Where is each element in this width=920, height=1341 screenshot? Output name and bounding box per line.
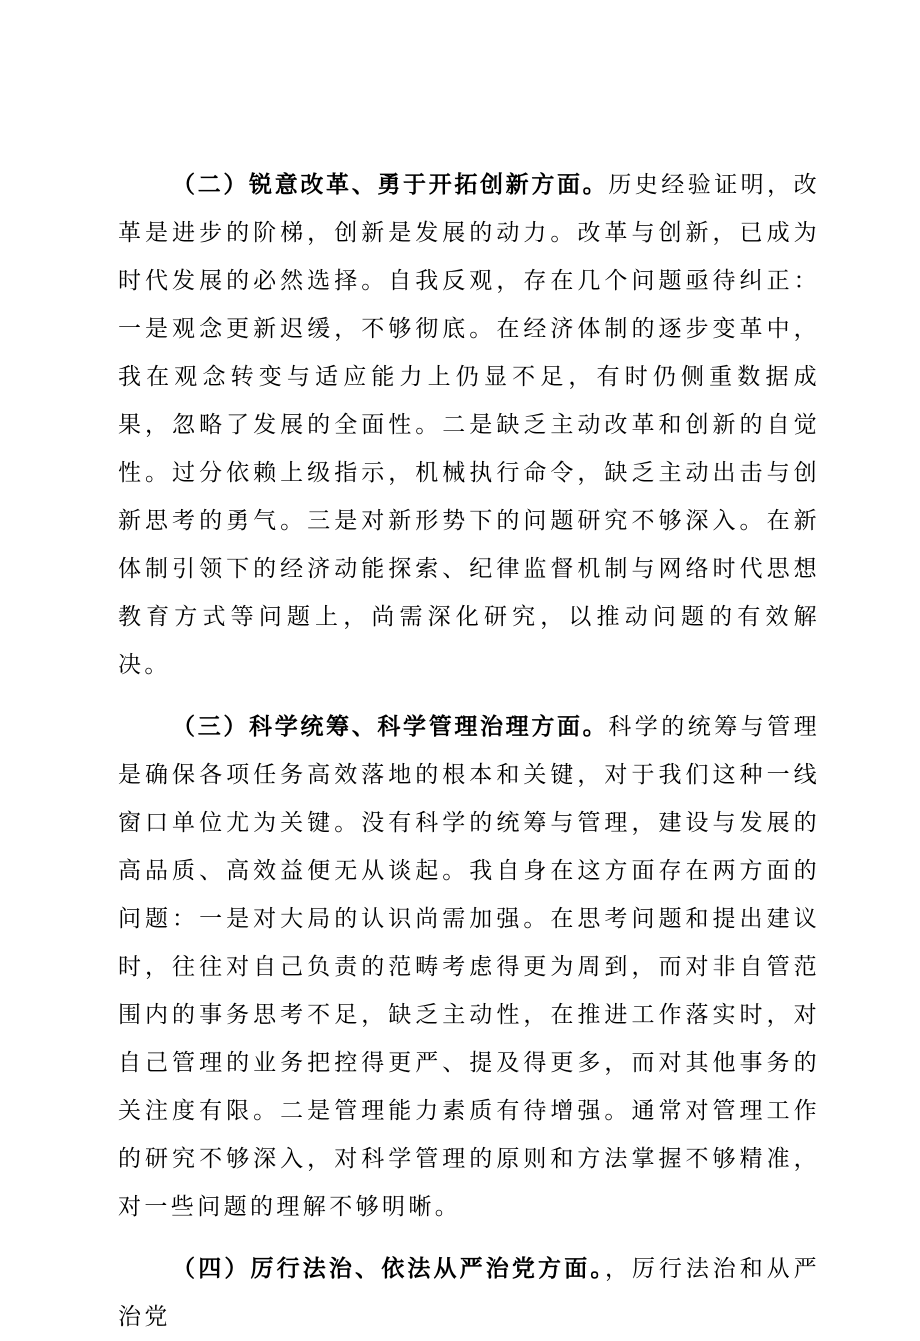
- document-body: [118, 161, 820, 1341]
- section-body-3: 科学的统筹与管理是确保各项任务高效落地的根本和关键，对于我们这种一线窗口单位尤为关键。没有科学的统筹与管理，建设与发展的高品质、高效益便无从谈起。我自身在这方面存在两方面的问题：一是对大局的认识尚需加强。在思考问题和提出建议时，往往对自己负责的范畴考虑得更为周到，而对非自管范围内的事务思考不足，缺乏主动性，在推进工作落实时，对自己管理的业务把控得更严、提及得更多，而对其他事务的关注度有限。二是管理能力素质有待增强。通常对管理工作的研究不够深入，对科学管理的原则和方法掌握不够精准，对一些问题的理解不够明晰。: [118, 714, 820, 1220]
- paragraph-rule-of-law: [118, 1245, 820, 1341]
- section-heading-3: （三）科学统筹、科学管理治理方面。: [172, 714, 609, 740]
- section-body-4: ，厉行法治和从严治党: [118, 1256, 821, 1330]
- paragraph-scientific-management: [118, 703, 820, 1231]
- paragraph-reform-innovation: [118, 161, 820, 689]
- section-heading-4: （四）厉行法治、依法从严治党方面。: [172, 1256, 605, 1282]
- section-body-2: 历史经验证明，改革是进步的阶梯，创新是发展的动力。改革与创新，已成为时代发展的必然选择。自我反观，存在几个问题亟待纠正：一是观念更新迟缓，不够彻底。在经济体制的逐步变革中，我在观念转变与适应能力上仍显不足，有时仍侧重数据成果，忽略了发展的全面性。二是缺乏主动改革和创新的自觉性。过分依赖上级指示，机械执行命令，缺乏主动出击与创新思考的勇气。三是对新形势下的问题研究不够深入。在新体制引领下的经济动能探索、纪律监督机制与网络时代思想教育方式等问题上，尚需深化研究，以推动问题的有效解决。: [118, 172, 820, 678]
- section-heading-2: （二）锐意改革、勇于开拓创新方面。: [172, 172, 609, 198]
